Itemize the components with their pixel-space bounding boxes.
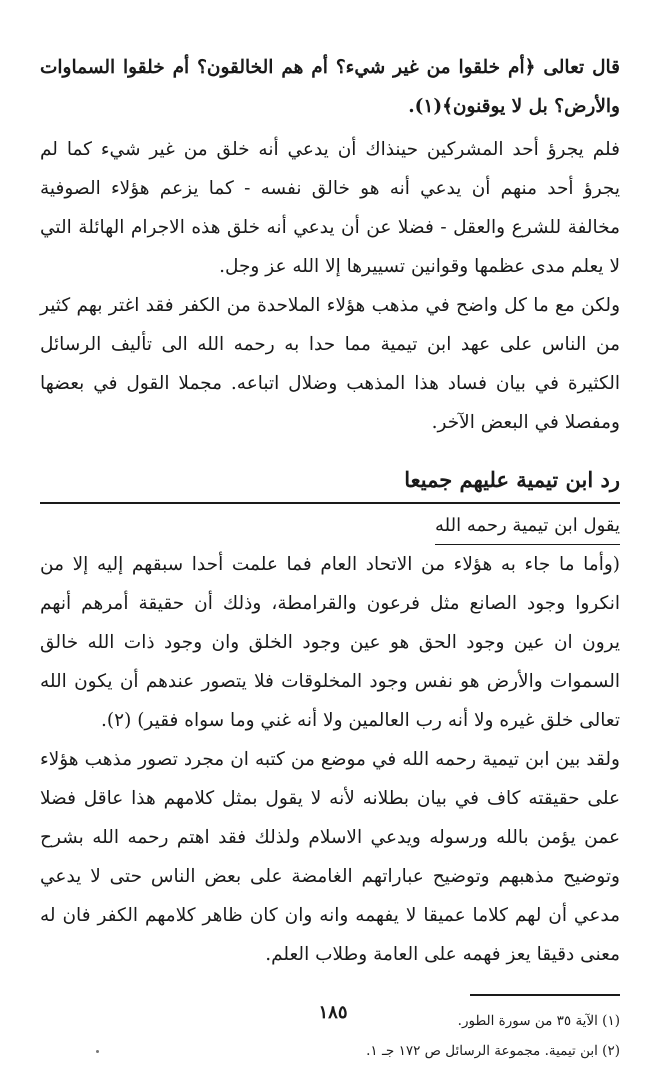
- verse-paragraph: قال تعالى ﴿أم خلقوا من غير شيء؟ أم هم الخالقون؟ أم خلقوا السماوات والأرض؟ بل لا يوقنون﴾(١).: [40, 57, 620, 117]
- paragraph-3: ولقد بين ابن تيمية رحمه الله في موضع من كتبه ان مجرد تصور مذهب هؤلاء على حقيقته كاف في بيان بطلانه لأنه لا يقول بمثل كلامهم هذا عاقل فضلا عمن يؤمن بالله ورسوله ويدعي الاسلام ولذلك فقد اهتم رحمه الله بشرح وتوضيح مذهبهم وتوضيح عباراتهم الغامضة على بعض الناس حتى لا يدعي مدعي أن لهم كلاما عميقا لا يفهمه وانه وان كان ظاهر كلامهم الكفر فان له معنى دقيقا يعز فهمه على العامة وطلاب العلم.: [40, 749, 620, 965]
- footnote-1: (١) الآية ٣٥ من سورة الطور.: [457, 1013, 620, 1029]
- ibn-taymiyya-quote: (وأما ما جاء به هؤلاء من الاتحاد العام فما علمت أحدا سبقهم إليه إلا من انكروا وجود الصانع مثل فرعون والقرامطة، وذلك أن حقيقة أمرهم أنهم يرون ان عين وجود الحق هو عين وجود الخلق وان وجود ذات الله خالق السموات والأرض هو نفس وجود المخلوقات فلا يتصور عندهم أن يكون الله تعالى خلق غيره ولا أنه رب العالمين ولا أنه غني وما سواه فقير) (٢).: [40, 554, 620, 731]
- section-heading: رد ابن تيمية عليهم جميعا: [404, 467, 620, 492]
- quote-attribution: يقول ابن تيمية رحمه الله: [435, 510, 620, 545]
- print-speck: [96, 1050, 99, 1053]
- page-number: ١٨٥: [318, 1002, 348, 1023]
- footnote-2: (٢) ابن تيمية. مجموعة الرسائل ص ١٧٢ جـ ١.: [366, 1043, 620, 1059]
- paragraph-1: فلم يجرؤ أحد المشركين حينذاك أن يدعي أنه خلق من غير شيء كما لم يجرؤ أحد منهم أن يدعي أنه هو خالق نفسه - كما يزعم هؤلاء الصوفية مخالفة للشرع والعقل - فضلا عن أن يدعي أنه خلق هذه الاجرام الهائلة التي لا يعلم مدى عظمها وقوانين تسييرها إلا الله عز وجل.: [40, 139, 620, 277]
- footnote-divider: [470, 994, 620, 996]
- paragraph-2: ولكن مع ما كل واضح في مذهب هؤلاء الملاحدة من الكفر فقد اغتر بهم كثير من الناس على عهد ابن تيمية مما حدا به رحمه الله الى تأليف الرسائل الكثيرة في بيان فساد هذا المذهب وضلال اتباعه. مجملا القول في بعضها ومفصلا في البعض الآخر.: [40, 295, 620, 433]
- heading-underline: [40, 502, 620, 504]
